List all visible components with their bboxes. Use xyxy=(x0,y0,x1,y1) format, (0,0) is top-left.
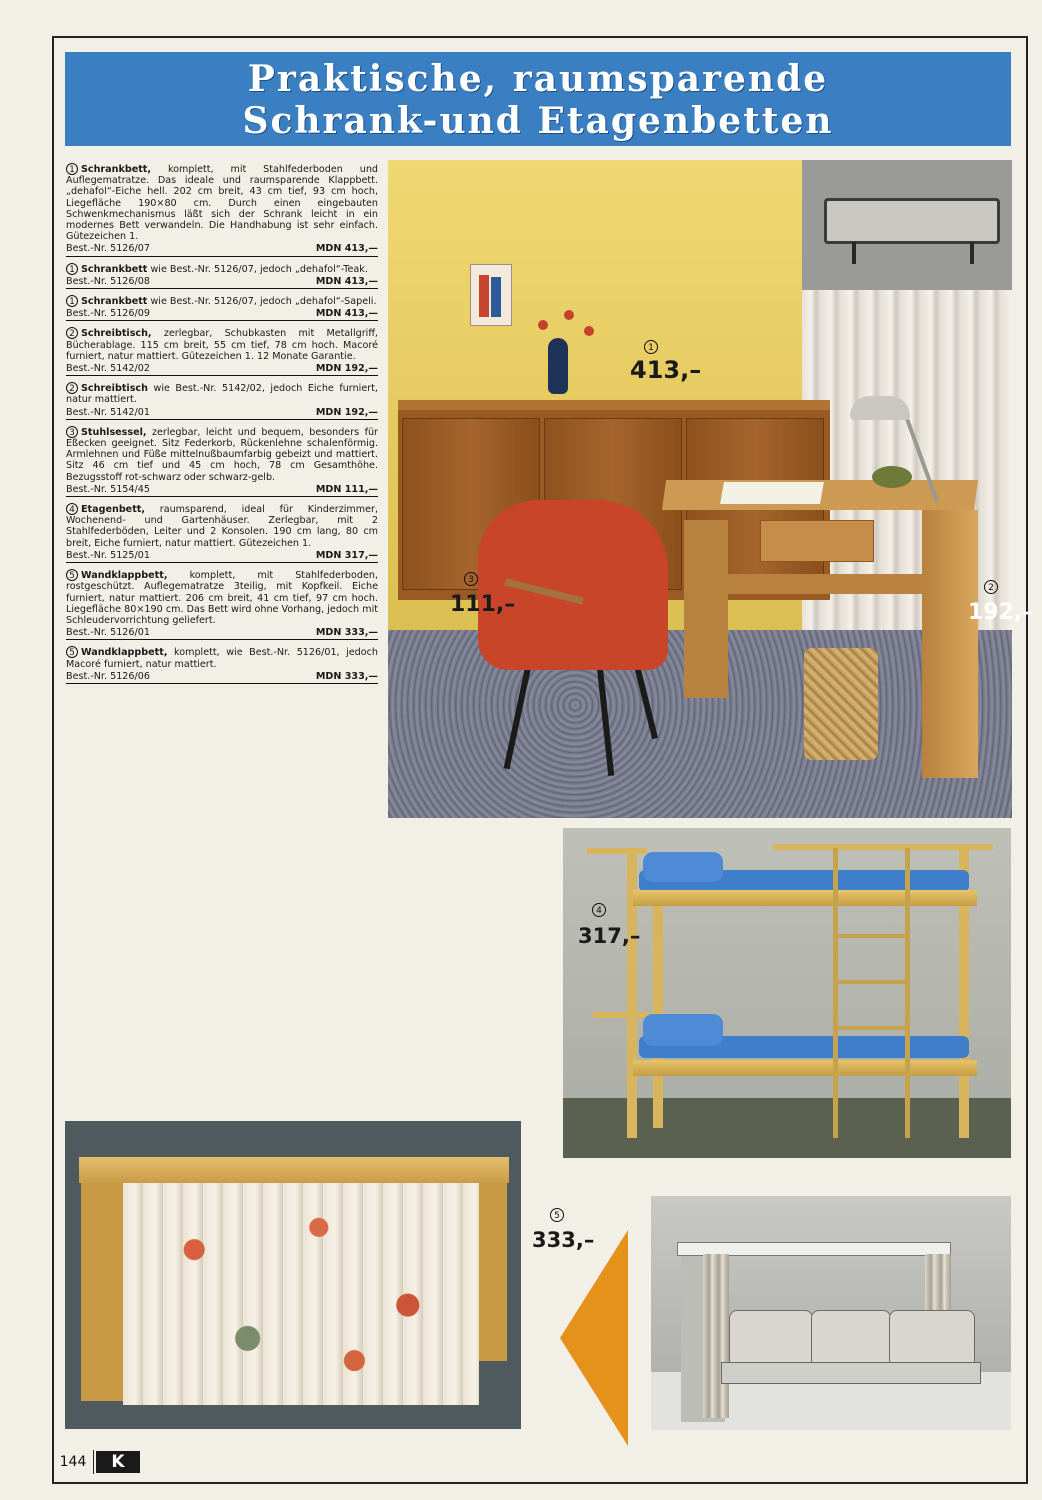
desk-drawer xyxy=(760,520,874,562)
order-row xyxy=(66,307,378,321)
product-description: wie Best.-Nr. 5142/02, jedoch Eiche furniert, natur mattiert. xyxy=(66,383,378,406)
item-number-badge: 3 xyxy=(66,426,78,438)
wallbed-marker: 5 xyxy=(550,1208,564,1222)
product-name: Schrankbett xyxy=(81,296,148,308)
order-price: MDN 317,— xyxy=(315,549,378,561)
order-row xyxy=(66,626,378,640)
product-item xyxy=(66,426,378,497)
item-number-badge: 1 xyxy=(66,163,78,175)
product-description: komplett, mit Stahlfederboden und Auflegematratze. Das ideale und raumsparende Klappbett. „dehafol“-Eiche hell. 202 cm breit, 43 cm tief, 93 cm hoch, Liegefläche 190×80 cm. Durch einen eingebauten Schwenkmechanismus läßt sich der Schrank leicht in ein modernes Bett verwandeln. Die Handhabung ist sehr einfach. Gütezeichen 1. xyxy=(66,164,378,243)
bed-leg xyxy=(852,242,856,264)
product-description: raumsparend, ideal für Kinderzimmer, Wochenend- und Gartenhäuser. Zerlegbar, mit 2 Stahlfederböden, Leiter und 2 Konsolen. 190 cm lang, 80 cm breit, Eiche furniert, natur mattiert. Gütezeichen 1. xyxy=(66,504,378,549)
order-row xyxy=(66,483,378,497)
item-number-badge: 1 xyxy=(66,263,78,275)
order-row xyxy=(66,362,378,376)
order-number: Best.-Nr. 5142/01 xyxy=(66,406,150,418)
item-number-badge: 5 xyxy=(66,646,78,658)
bed-base xyxy=(721,1362,981,1384)
bed-price: 413,– xyxy=(630,356,702,384)
floral-curtain xyxy=(123,1183,479,1405)
title-banner xyxy=(65,52,1011,146)
product-name: Stuhlsessel, xyxy=(81,426,147,438)
wall-picture xyxy=(470,264,512,326)
product-list xyxy=(66,163,378,690)
mattress-segment xyxy=(729,1310,813,1368)
product-name: Wandklappbett, xyxy=(81,570,168,582)
bed-leg xyxy=(970,242,974,264)
bed-illustration xyxy=(824,198,1000,244)
pillow xyxy=(643,1014,723,1046)
product-name: Schreibtisch, xyxy=(81,328,152,340)
wall-bed-open-photo xyxy=(651,1196,1011,1430)
room-photo xyxy=(388,160,1034,818)
side-curtain xyxy=(703,1254,729,1418)
open-book xyxy=(720,482,824,504)
item-number-badge: 1 xyxy=(66,295,78,307)
bed-marker: 1 xyxy=(644,340,658,354)
schrankbett-inset-photo xyxy=(802,160,1012,290)
mattress-segment xyxy=(811,1310,891,1368)
item-number-badge: 2 xyxy=(66,327,78,339)
wastebasket xyxy=(804,648,878,760)
publisher-logo: K xyxy=(96,1451,140,1473)
vase xyxy=(548,338,568,394)
wallbed-price: 333,– xyxy=(532,1228,595,1252)
order-row xyxy=(66,242,378,256)
product-description: wie Best.-Nr. 5126/07, jedoch „dehafol“-Teak. xyxy=(150,263,368,275)
order-price: MDN 413,— xyxy=(315,275,378,287)
ladder xyxy=(833,848,838,1138)
product-item xyxy=(66,503,378,563)
lower-rail xyxy=(633,1060,977,1076)
order-price: MDN 413,— xyxy=(315,243,378,255)
order-row xyxy=(66,670,378,684)
flower-pot xyxy=(872,466,912,488)
order-number: Best.-Nr. 5142/02 xyxy=(66,363,150,375)
order-price: MDN 192,— xyxy=(315,406,378,418)
order-number: Best.-Nr. 5126/09 xyxy=(66,308,150,320)
order-price: MDN 333,— xyxy=(315,670,378,682)
order-price: MDN 192,— xyxy=(315,363,378,375)
order-number: Best.-Nr. 5126/06 xyxy=(66,670,150,682)
arrow-triangle xyxy=(560,1230,628,1446)
item-number-badge: 4 xyxy=(66,503,78,515)
chair-price: 111,– xyxy=(450,592,516,617)
console-shelf xyxy=(593,1012,649,1018)
order-number: Best.-Nr. 5154/45 xyxy=(66,483,150,495)
wall-bed-closed-photo xyxy=(65,1121,521,1429)
product-item xyxy=(66,382,378,420)
product-item xyxy=(66,646,378,684)
product-name: Schrankbett xyxy=(81,263,148,275)
order-number: Best.-Nr. 5126/01 xyxy=(66,627,150,639)
product-name: Etagenbett, xyxy=(81,504,146,516)
order-number: Best.-Nr. 5126/07 xyxy=(66,243,150,255)
product-item xyxy=(66,263,378,289)
product-name: Wandklappbett, xyxy=(81,647,168,659)
product-name: Schrankbett, xyxy=(81,164,152,175)
item-number-badge: 2 xyxy=(66,382,78,394)
order-price: MDN 333,— xyxy=(315,627,378,639)
mattress-segment xyxy=(889,1310,975,1368)
desk-marker: 2 xyxy=(984,580,998,594)
bunk-marker: 4 xyxy=(592,903,606,917)
page-number: 144 xyxy=(53,1450,94,1474)
upper-rail xyxy=(633,890,977,906)
desk-price: 192,– xyxy=(968,600,1034,625)
product-description: komplett, mit Stahlfederboden, rostgeschützt. Auflegematratze 3teilig, mit Kopfkeil. Eiche furniert, natur mattiert. 206 cm breit, 41 cm tief, 97 cm hoch. Liegefläche 80×190 cm. Das Bett wird ohne Vorhang, jedoch mit Schleudervorrichtung geliefert. xyxy=(66,570,378,626)
order-number: Best.-Nr. 5125/01 xyxy=(66,549,150,561)
bunk-bed-photo xyxy=(563,828,1011,1158)
product-description: zerlegbar, Schubkasten mit Metallgriff, Bücherablage. 115 cm breit, 55 cm tief, 78 cm hoch. Macoré furniert, natur mattiert. Gütezeichen 1. 12 Monate Garantie. xyxy=(66,328,378,362)
pillow xyxy=(643,852,723,882)
product-item xyxy=(66,569,378,640)
page-title-line-1: Praktische, raumsparende xyxy=(247,58,829,100)
order-row xyxy=(66,406,378,420)
product-description: zerlegbar, leicht und bequem, besonders für Eßecken geeignet. Sitz Federkorb, Rückenlehne schalenförmig. Armlehnen und Füße mittelnußbaumfarbig gebeizt und mattiert. Sitz 46 cm tief und 45 cm hoch, 78 cm Gesamthöhe. Bezugsstoff rot-schwarz oder schwarz-gelb. xyxy=(66,426,378,483)
cabinet-top xyxy=(79,1157,509,1183)
bunk-price: 317,– xyxy=(578,924,641,948)
order-price: MDN 111,— xyxy=(315,483,378,495)
page-title-line-2: Schrank-und Etagenbetten xyxy=(242,100,834,142)
order-row xyxy=(66,549,378,563)
product-item xyxy=(66,295,378,321)
order-row xyxy=(66,275,378,289)
item-number-badge: 5 xyxy=(66,569,78,581)
product-description: wie Best.-Nr. 5126/07, jedoch „dehafol“-Sapeli. xyxy=(150,296,377,308)
product-name: Schreibtisch xyxy=(81,383,148,395)
order-price: MDN 413,— xyxy=(315,308,378,320)
product-description: komplett, wie Best.-Nr. 5126/01, jedoch Macoré furniert, natur mattiert. xyxy=(66,647,378,670)
chair-marker: 3 xyxy=(464,572,478,586)
product-item xyxy=(66,163,378,257)
product-item xyxy=(66,327,378,376)
order-number: Best.-Nr. 5126/08 xyxy=(66,275,150,287)
console-shelf xyxy=(587,848,647,854)
